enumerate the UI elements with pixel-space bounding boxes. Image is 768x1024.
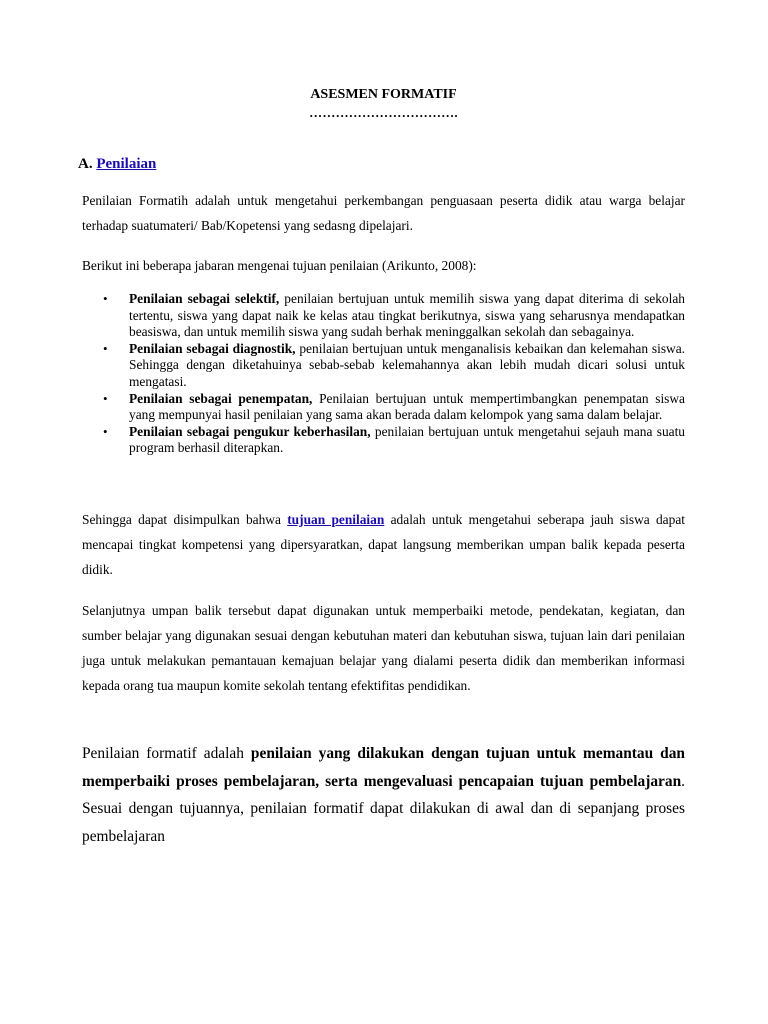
- bullet-icon: •: [103, 390, 108, 406]
- conclusion-text-after: adalah untuk mengetahui seberapa jauh siswa dapat mencapai tingkat kompetensi yang dipersyaratkan, dapat langsung memberikan umpan balik kepada peserta didik.: [82, 512, 685, 577]
- document-title: ASESMEN FORMATIF: [310, 87, 457, 102]
- list-item: [82, 391, 685, 424]
- bullet-icon: •: [103, 423, 108, 439]
- list-item: [82, 291, 685, 341]
- section-link-penilaian[interactable]: Penilaian: [96, 156, 157, 172]
- section-letter: A.: [78, 156, 93, 172]
- summary-text-after: . Sesuai dengan tujuannya, penilaian formatif dapat dilakukan di awal dan di sepanjang proses pembelajaran: [82, 772, 685, 845]
- paragraph-feedback: Selanjutnya umpan balik tersebut dapat digunakan untuk memperbaiki metode, pendekatan, kegiatan, dan sumber belajar yang digunakan sesuai dengan kebutuhan materi dan kebutuhan siswa, tujuan lain dari penilaian juga untuk melakukan pemantauan kemajuan belajar yang dialami peserta didik dan memberikan informasi kepada orang tua maupun komite sekolah tentang efektifitas pendidikan.: [82, 603, 685, 693]
- bullet-icon: •: [103, 340, 108, 356]
- bullet-term: Penilaian sebagai penempatan,: [129, 390, 313, 406]
- paragraph-definition: Penilaian Formatih adalah untuk mengetahui perkembangan penguasaan peserta didik atau warga belajar terhadap suatumateri/ Bab/Kopetensi yang sedasng dipelajari.: [82, 193, 685, 233]
- purpose-bullet-list: [82, 291, 685, 457]
- bullet-text: Penilaian bertujuan untuk mempertimbangkan penempatan siswa yang mempunyai hasil penilaian yang sama akan berada dalam kelompok yang sama dalam belajar.: [129, 390, 686, 423]
- summary-bold-definition: penilaian yang dilakukan dengan tujuan untuk memantau dan memperbaiki proses pembelajaran, serta mengevaluasi pencapaian tujuan pembelajaran: [82, 745, 685, 790]
- bullet-icon: •: [103, 291, 108, 306]
- conclusion-text-before: Sehingga dapat disimpulkan bahwa: [82, 512, 288, 527]
- section-heading: [78, 154, 156, 174]
- link-tujuan-penilaian[interactable]: tujuan penilaian: [287, 512, 385, 527]
- title-dotted-line: …………………………….: [309, 105, 458, 120]
- bullet-text: penilaian bertujuan untuk memilih siswa yang dapat diterima di sekolah tertentu, siswa yang dapat naik ke kelas atau tingkat berikutnya, siswa yang seharusnya mendapatkan beasiswa, dan untuk memilih siswa yang sudah berhak meninggalkan sekolah dan sebagainya.: [129, 291, 685, 340]
- paragraph-conclusion: [82, 507, 685, 582]
- bullet-text: penilaian bertujuan untuk menganalisis kebaikan dan kelemahan siswa. Sehingga dengan diketahuinya sebab-sebab kelemahannya akan lebih mudah dicari solusi untuk mengatasi.: [129, 340, 686, 389]
- list-item: [82, 424, 685, 457]
- bullet-term: Penilaian sebagai selektif,: [129, 291, 280, 306]
- paragraph-formatif-summary: [82, 740, 685, 850]
- summary-text-before: Penilaian formatif adalah: [82, 745, 251, 762]
- list-item: [82, 341, 685, 391]
- bullet-term: Penilaian sebagai pengukur keberhasilan,: [129, 423, 371, 439]
- paragraph-intro-list: Berikut ini beberapa jabaran mengenai tujuan penilaian (Arikunto, 2008):: [82, 258, 477, 273]
- bullet-term: Penilaian sebagai diagnostik,: [129, 340, 296, 356]
- bullet-text: penilaian bertujuan untuk mengetahui sejauh mana suatu program berhasil diterapkan.: [129, 423, 686, 456]
